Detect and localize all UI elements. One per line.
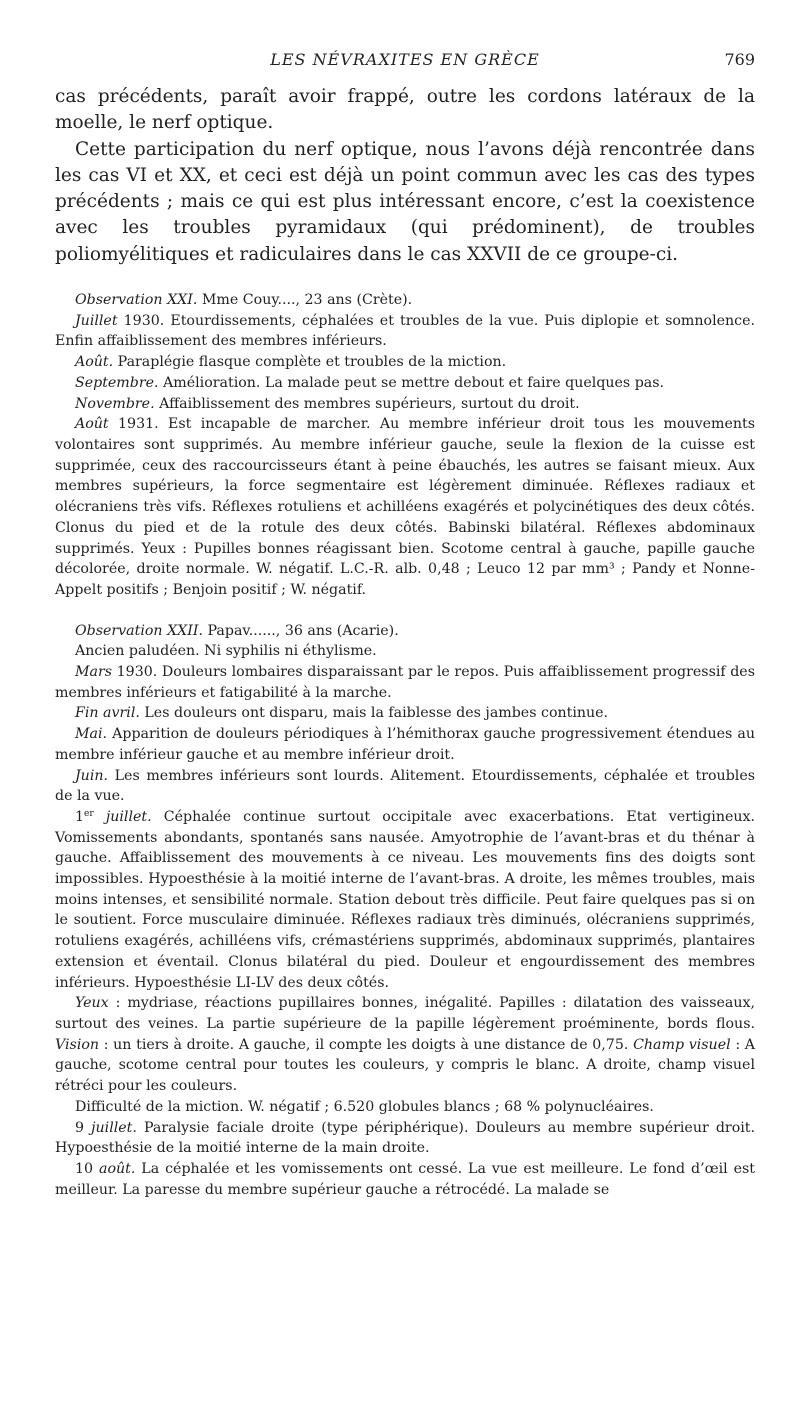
observation-heading: Observation XXII. Papav......, 36 ans (Acarie). [75, 622, 399, 639]
entry: 1er juillet. Céphalée continue surtout occipitale avec exacerbations. Etat vertigineux. Vomissements abondants, spontanés sans nausée. Amyotrophie de l’avant-bras et du thénar à gauche. Affaiblissement des mouvements à ce niveau. Les mouvements fins des doigts sont impossibles. Hypoesthésie à la moitié interne de l’avant-bras. A droite, les mêmes troubles, mais moins intenses, et sensibilité normale. Station debout très difficile. Peut faire quelques pas si on le soutient. Force musculaire diminuée. Réflexes radiaux très diminués, olécraniens supprimés, rotuliens exagérés, achilléens vifs, crémastériens supprimés, abdominaux supprimés, plantaires extension et éventail. Clonus bilatéral du pied. Douleur et engourdissement des membres inférieurs. Hypoesthésie LI-LV des deux côtés. [55, 808, 756, 991]
entry: Ancien paludéen. Ni syphilis ni éthylisme. [75, 643, 377, 660]
entry: Août. Paraplégie flasque complète et troubles de la miction. [75, 354, 507, 371]
entry: 9 juillet. Paralysie faciale droite (type périphérique). Douleurs au membre supérieur droit. Hypoesthésie de la moitié interne de la main droite. [55, 1119, 755, 1157]
paragraph: Cette participation du nerf optique, nous l’avons déjà rencontrée dans les cas VI et XX, et ceci est déjà un point commun avec les cas des types précédents ; mais ce qui est plus intéressant encore, c’est la coexistence avec les troubles pyramidaux (qui prédominent), de troubles poliomyélitiques et radiculaires dans le cas XXVII de ce groupe-ci. [55, 138, 755, 265]
running-title: LES NÉVRAXITES EN GRÈCE [270, 50, 540, 69]
entry: Mai. Apparition de douleurs périodiques à l’hémithorax gauche progressivement étendues au membre inférieur gauche et au membre inférieur droit. [55, 726, 756, 763]
observation-heading: Observation XXI. Mme Couy...., 23 ans (Crète). [75, 292, 413, 309]
entry: Mars 1930. Douleurs lombaires disparaissant par le repos. Puis affaiblissement progressif des membres inférieurs et fatigabilité à la marche. [55, 664, 755, 701]
observation-xxi [55, 290, 755, 601]
entry: Yeux : mydriase, réactions pupillaires bonnes, inégalité. Papilles : dilatation des vaisseaux, surtout des veines. La partie supérieure de la papille légèrement proéminente, bords flous. Vision : un tiers à droite. A gauche, il compte les doigts à une distance de 0,75. Champ visuel : A gauche, scotome central pour toutes les couleurs, y compris le blanc. A droite, champ visuel rétréci pour les couleurs. [55, 995, 756, 1095]
paragraph: cas précédents, paraît avoir frappé, outre les cordons latéraux de la moelle, le nerf optique. [55, 86, 755, 134]
entry: Juin. Les membres inférieurs sont lourds. Alitement. Etourdissements, céphalée et troubles de la vue. [55, 767, 755, 805]
entry: Septembre. Amélioration. La malade peut se mettre debout et faire quelques pas. [75, 374, 665, 391]
entry: Fin avril. Les douleurs ont disparu, mais la faiblesse des jambes continue. [75, 705, 609, 722]
running-header [55, 50, 755, 80]
page-number: 769 [724, 50, 755, 69]
observation-xxii [55, 621, 755, 1201]
entry: Difficulté de la miction. W. négatif ; 6.520 globules blancs ; 68 % polynucléaires. [75, 1098, 654, 1115]
entry: 10 août. La céphalée et les vomissements ont cessé. La vue est meilleure. Le fond d’œil est meilleur. La paresse du membre supérieur gauche a rétrocédé. La malade se [55, 1160, 755, 1198]
lead-text [55, 84, 755, 268]
entry: Août 1931. Est incapable de marcher. Au membre inférieur droit tous les mouvements volontaires sont supprimés. Au membre inférieur gauche, seule la flexion de la cuisse est supprimée, ceux des raccourcisseurs étant à peine ébauchés, les autres se faisant mieux. Aux membres supérieurs, la force segmentaire est légèrement diminuée. Réflexes radiaux et olécraniens très vifs. Réflexes rotuliens et achilléens exagérés et polycinétiques des deux côtés. Clonus du pied et de la rotule des deux côtés. Babinski bilatéral. Réflexes abdominaux supprimés. Yeux : Pupilles bonnes réagissant bien. Scotome central à gauche, papille gauche décolorée, droite normale. W. négatif. L.C.-R. alb. 0,48 ; Leuco 12 par mm³ ; Pandy et Nonne-Appelt positifs ; Benjoin positif ; W. négatif. [55, 416, 755, 598]
entry: Juillet 1930. Etourdissements, céphalées et troubles de la vue. Puis diplopie et somnolence. Enfin affaiblissement des membres inférieurs. [55, 312, 755, 350]
page [55, 50, 755, 1200]
entry: Novembre. Affaiblissement des membres supérieurs, surtout du droit. [75, 395, 580, 412]
